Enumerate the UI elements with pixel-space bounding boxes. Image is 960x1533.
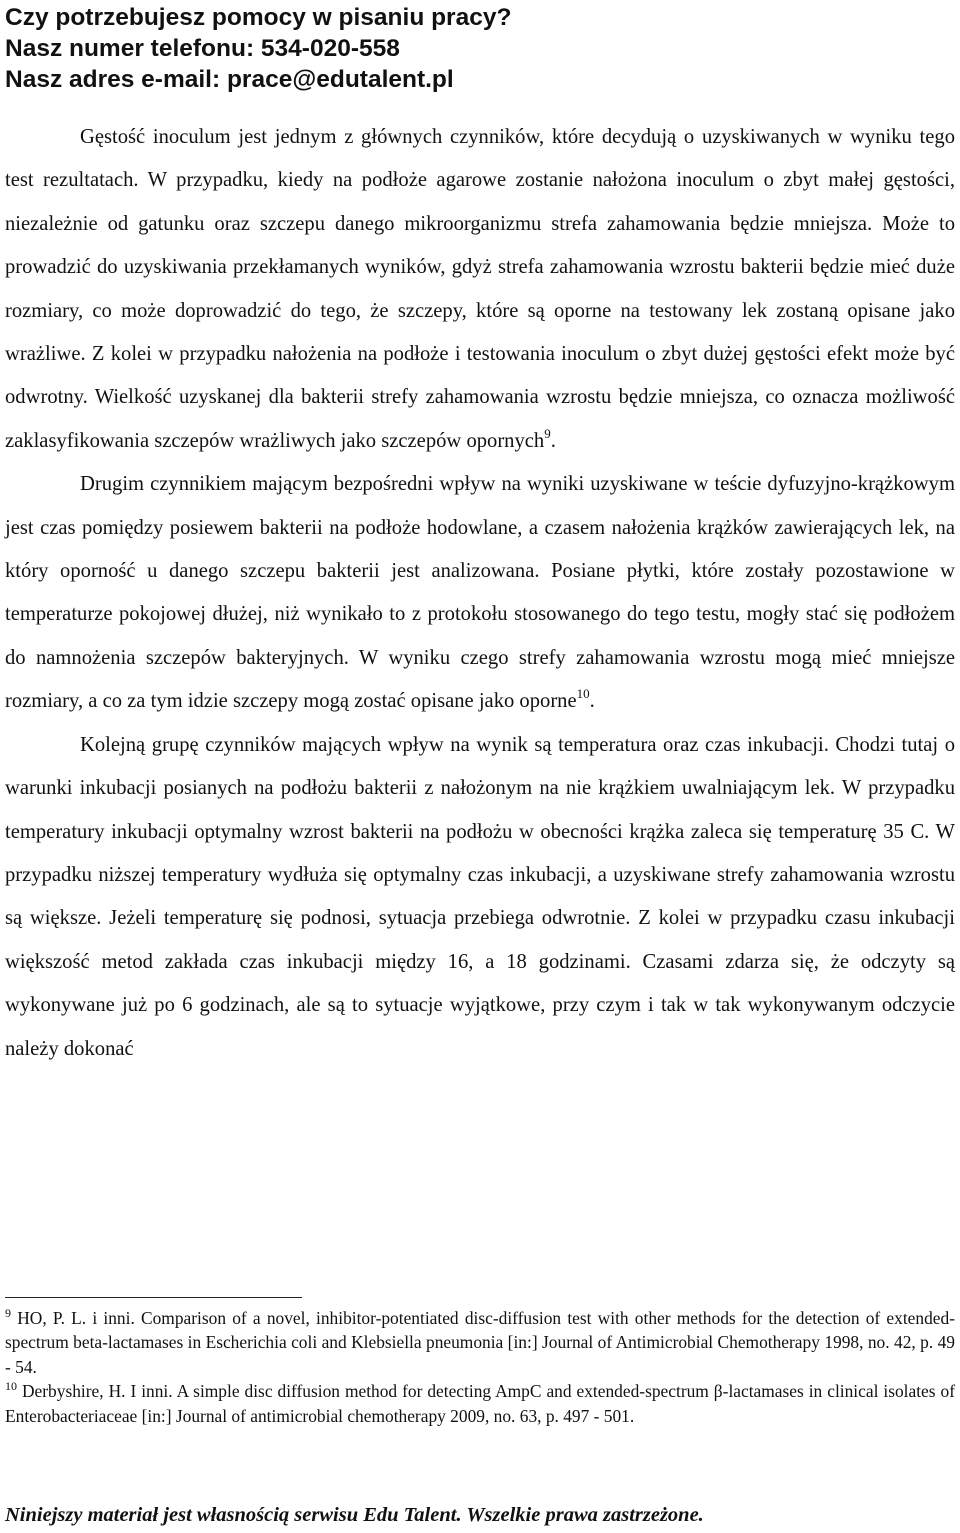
paragraph-end: . [550,429,556,452]
document-body [5,116,955,1071]
footnote-ref-10: 10 [576,686,590,702]
footnote-separator [5,1297,302,1298]
header-phone: Nasz numer telefonu: 534-020-558 [5,35,400,62]
paragraph-inoculum-density [5,116,955,463]
paragraph-end: . [589,690,595,713]
copyright-footer: Niniejszy materiał jest własnością serwisu Edu Talent. Wszelkie prawa zastrzeżone. [5,1504,704,1526]
paragraph-text: Drugim czynnikiem mającym bezpośredni wpływ na wyniki uzyskiwane w teście dyfuzyjno-krążkowym jest czas pomiędzy posiewem bakterii na podłoże hodowlane, a czasem nałożenia krążków zawierających lek, na który oporność u danego szczepu bakterii jest analizowana. Posiane płytki, które zostały pozostawione w temperaturze pokojowej dłużej, niż wynikało to z protokołu stosowanego do tego testu, mogły stać się podłożem do namnożenia szczepów bakteryjnych. W wyniku czego strefy zahamowania wzrostu mogą mieć mniejsze rozmiary, a co za tym idzie szczepy mogą zostać opisane jako oporne [5,473,955,713]
paragraph-text: Gęstość inoculum jest jednym z głównych czynników, które decydują o uzyskiwanych w wyniku tego test rezultatach. W przypadku, kiedy na podłoże agarowe zostanie nałożona inoculum o zbyt małej gęstości, niezależnie od gatunku oraz szczepu danego mikroorganizmu strefa zahamowania będzie mniejsza. Może to prowadzić do uzyskiwania przekłamanych wyników, gdyż strefa zahamowania wzrostu bakterii będzie mieć duże rozmiary, co może doprowadzić do tego, że szczepy, które są oporne na testowany lek zostaną opisane jako wrażliwe. Z kolei w przypadku nałożenia na podłoże i testowania inoculum o zbyt dużej gęstości efekt może być odwrotny. Wielkość uzyskanej dla bakterii strefy zahamowania wzrostu będzie mniejsza, co oznacza możliwość zaklasyfikowania szczepów wrażliwych jako szczepów opornych [5,126,955,452]
contact-header [5,2,511,95]
footnote-number: 10 [5,1379,17,1394]
paragraph-incubation [5,724,955,1071]
header-email: Nasz adres e-mail: prace@edutalent.pl [5,66,454,93]
footnote-text: HO, P. L. i inni. Comparison of a novel, inhibitor-potentiated disc-diffusion test with other methods for the detection of extended-spectrum beta-lactamases in Escherichia coli and Klebsiella pneumonia [in:] Journal of Antimicrobial Chemotherapy 1998, no. 42, p. 49 - 54. [5,1308,955,1377]
footnotes [5,1306,955,1428]
footnote-9 [5,1306,955,1379]
footnote-text: Derbyshire, H. I inni. A simple disc diffusion method for detecting AmpC and extended-spectrum β-lactamases in clinical isolates of Enterobacteriaceae [in:] Journal of antimicrobial chemotherapy 2009, no. 63, p. 497 - 501. [5,1381,955,1426]
footnote-number: 9 [5,1306,11,1320]
header-help-question: Czy potrzebujesz pomocy w pisaniu pracy? [5,4,512,31]
footnote-ref-9: 9 [544,425,551,441]
footnote-10 [5,1379,955,1428]
paragraph-text: Kolejną grupę czynników mających wpływ na wynik są temperatura oraz czas inkubacji. Chodzi tutaj o warunki inkubacji posianych na podłożu bakterii z nałożonym na nie krążkiem uwalniającym lek. W przypadku temperatury inkubacji optymalny wzrost bakterii na podłożu w obecności krążka zaleca się temperaturę 35 C. W przypadku niższej temperatury wydłuża się optymalny czas inkubacji, a uzyskiwane strefy zahamowania wzrostu są większe. Jeżeli temperaturę się podnosi, sytuacja przebiega odwrotnie. Z kolei w przypadku czasu inkubacji większość metod zakłada czas inkubacji między 16, a 18 godzinami. Czasami zdarza się, że odczyty są wykonywane już po 6 godzinach, ale są to sytuacje wyjątkowe, przy czym i tak w tak wykonywanym odczycie należy dokonać [5,733,955,1060]
paragraph-seeding-time [5,463,955,723]
